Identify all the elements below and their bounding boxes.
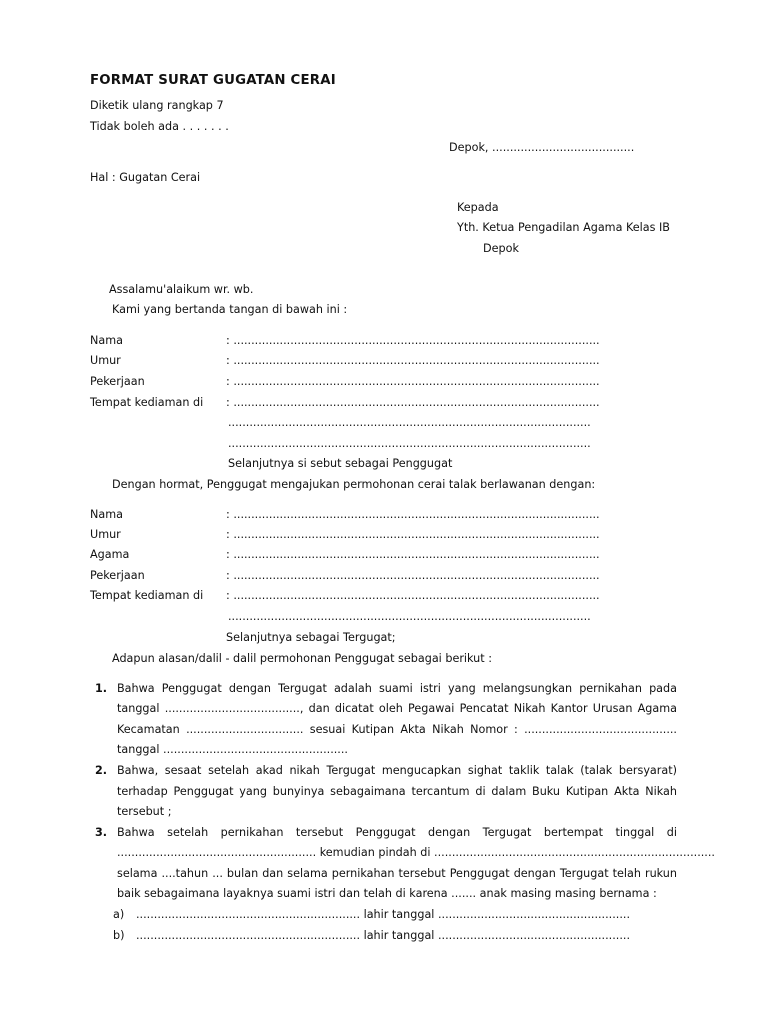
subject-line: Hal : Gugatan Cerai — [90, 171, 201, 184]
reason-line: Bahwa, sesaat setelah akad nikah Tergugat mengucapkan sighat taklik talak (talak bersyarat) — [117, 764, 677, 777]
child-entry-a: ............................................................... lahir tanggal ...................................................... — [136, 908, 631, 921]
plaintiff-label-job: Pekerjaan — [90, 375, 145, 388]
reason-number: 1. — [95, 682, 108, 695]
plaintiff-label-name: Nama — [90, 334, 123, 347]
plaintiff-value-name: : ....................................................................................................... — [226, 334, 600, 347]
reason-line: Kecamatan ................................. sesuai Kutipan Akta Nikah Nomor : ........................................... — [117, 723, 677, 736]
defendant-label-residence: Tempat kediaman di — [90, 589, 204, 602]
child-marker-b: b) — [113, 929, 125, 942]
child-marker-a: a) — [113, 908, 125, 921]
plaintiff-value-age: : ....................................................................................................... — [226, 354, 600, 367]
defendant-label-job: Pekerjaan — [90, 569, 145, 582]
recipient-line-3: Depok — [483, 242, 519, 255]
reasons-intro: Adapun alasan/dalil - dalil permohonan Penggugat sebagai berikut : — [112, 652, 492, 665]
reason-line: tanggal ......................................, dan dicatat oleh Pegawai Pencatat Nikah Kantor Urusan Agama — [117, 702, 677, 715]
defendant-value-religion: : ....................................................................................................... — [226, 548, 600, 561]
recipient-line-1: Kepada — [457, 201, 499, 214]
intro-line: Kami yang bertanda tangan di bawah ini : — [112, 303, 348, 316]
plaintiff-value-residence: : ....................................................................................................... — [226, 396, 600, 409]
place-date: Depok, ........................................ — [449, 141, 635, 154]
note-copies: Diketik ulang rangkap 7 — [90, 99, 224, 112]
reason-number: 3. — [95, 826, 108, 839]
defendant-designation: Selanjutnya sebagai Tergugat; — [226, 631, 396, 644]
note-restriction: Tidak boleh ada . . . . . . . — [90, 120, 229, 133]
reason-line: Bahwa Penggugat dengan Tergugat adalah suami istri yang melangsungkan pernikahan pada — [117, 682, 677, 695]
defendant-residence-continued: ...................................................................................................... — [228, 610, 591, 623]
request-line: Dengan hormat, Penggugat mengajukan permohonan cerai talak berlawanan dengan: — [112, 478, 596, 491]
greeting: Assalamu'alaikum wr. wb. — [109, 283, 254, 296]
reason-line: terhadap Penggugat yang bunyinya sebagaimana tercantum di dalam Buku Kutipan Akta Nikah — [117, 785, 677, 798]
reason-line: tersebut ; — [117, 805, 172, 818]
document-title: FORMAT SURAT GUGATAN CERAI — [90, 73, 336, 88]
reason-line: ........................................................ kemudian pindah di ............................................................................... — [117, 846, 715, 859]
defendant-value-residence: : ....................................................................................................... — [226, 589, 600, 602]
plaintiff-residence-continued-1: ...................................................................................................... — [228, 416, 591, 429]
plaintiff-residence-continued-2: ...................................................................................................... — [228, 437, 591, 450]
plaintiff-value-job: : ....................................................................................................... — [226, 375, 600, 388]
plaintiff-label-age: Umur — [90, 354, 121, 367]
child-entry-b: ............................................................... lahir tanggal ...................................................... — [136, 929, 631, 942]
reason-line: selama ....tahun ... bulan dan selama pernikahan tersebut Penggugat dengan Tergugat telah rukun — [117, 867, 677, 880]
defendant-label-religion: Agama — [90, 548, 130, 561]
reason-number: 2. — [95, 764, 108, 777]
defendant-value-job: : ....................................................................................................... — [226, 569, 600, 582]
reason-line: baik sebagaimana layaknya suami istri dan telah di karena ....... anak masing masing bernama : — [117, 887, 657, 900]
plaintiff-label-residence: Tempat kediaman di — [90, 396, 204, 409]
reason-line: Bahwa setelah pernikahan tersebut Penggugat dengan Tergugat bertempat tinggal di — [117, 826, 677, 839]
recipient-line-2: Yth. Ketua Pengadilan Agama Kelas IB — [457, 221, 670, 234]
defendant-label-age: Umur — [90, 528, 121, 541]
reason-line: tanggal .................................................... — [117, 743, 348, 756]
plaintiff-designation: Selanjutnya si sebut sebagai Penggugat — [228, 457, 453, 470]
defendant-label-name: Nama — [90, 508, 123, 521]
defendant-value-age: : ....................................................................................................... — [226, 528, 600, 541]
defendant-value-name: : ....................................................................................................... — [226, 508, 600, 521]
